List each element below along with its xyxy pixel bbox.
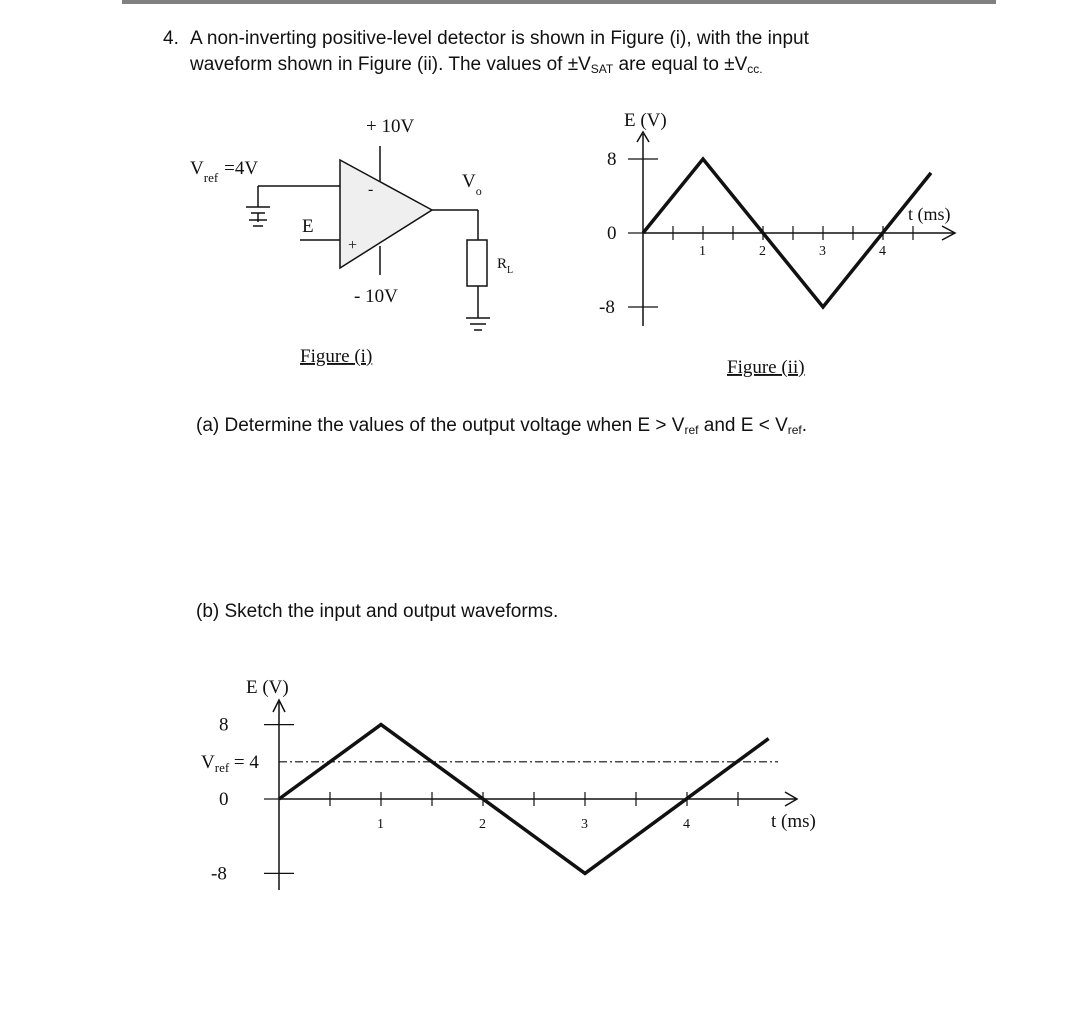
- question-line-1: A non-inverting positive-level detector is shown in Figure (i), with the input: [190, 28, 809, 49]
- x-tick-label: 2: [479, 817, 486, 832]
- supply-neg-label: - 10V: [354, 286, 398, 307]
- load-rl-label: $R_L$: [497, 256, 514, 276]
- fig3-x-axis-label: t (ms): [771, 811, 816, 832]
- x-tick-label: 3: [819, 244, 826, 259]
- y-tick-label: 8: [607, 149, 617, 170]
- x-tick-label: 2: [759, 244, 766, 259]
- y-tick-label: 8: [219, 714, 229, 736]
- x-tick-label: 1: [699, 244, 706, 259]
- question-line-2: waveform shown in Figure (ii). The values of $\pm V_{SAT}$ are equal to $\pm V_{cc.}$: [190, 54, 763, 76]
- y-tick-label: 0: [219, 789, 229, 810]
- fig2-y-axis-label: E (V): [624, 110, 667, 131]
- noninverting-sign: +: [348, 237, 358, 254]
- y-tick-label: -8: [599, 297, 615, 318]
- fig3-y-axis-label: E (V): [246, 677, 289, 698]
- supply-pos-label: + 10V: [366, 116, 415, 137]
- fig2-x-axis-label: t (ms): [908, 204, 951, 224]
- part-a-question: (a) Determine the values of the output voltage when $E > V_{ref}$ and $E < V_{ref}$.: [196, 415, 808, 437]
- part-b-question: (b) Sketch the input and output waveforms.: [196, 601, 559, 622]
- x-tick-label: 3: [581, 817, 588, 832]
- x-tick-label: 4: [879, 244, 886, 259]
- question-number: 4.: [163, 28, 179, 49]
- vref-label: $V_{ref} =4V$: [190, 158, 259, 185]
- fig3-vref-label: $V_{ref} = 4$: [201, 752, 259, 775]
- figure-ii-caption: Figure (ii): [727, 357, 805, 378]
- x-tick-label: 1: [377, 817, 384, 832]
- output-vo-label: $V_o$: [462, 171, 482, 198]
- y-tick-label: 0: [607, 223, 617, 244]
- inverting-sign: -: [368, 181, 374, 198]
- x-tick-label: 4: [683, 817, 690, 832]
- figure-i-caption: Figure (i): [300, 346, 373, 367]
- y-tick-label: -8: [211, 863, 227, 885]
- input-e-label: E: [302, 216, 314, 237]
